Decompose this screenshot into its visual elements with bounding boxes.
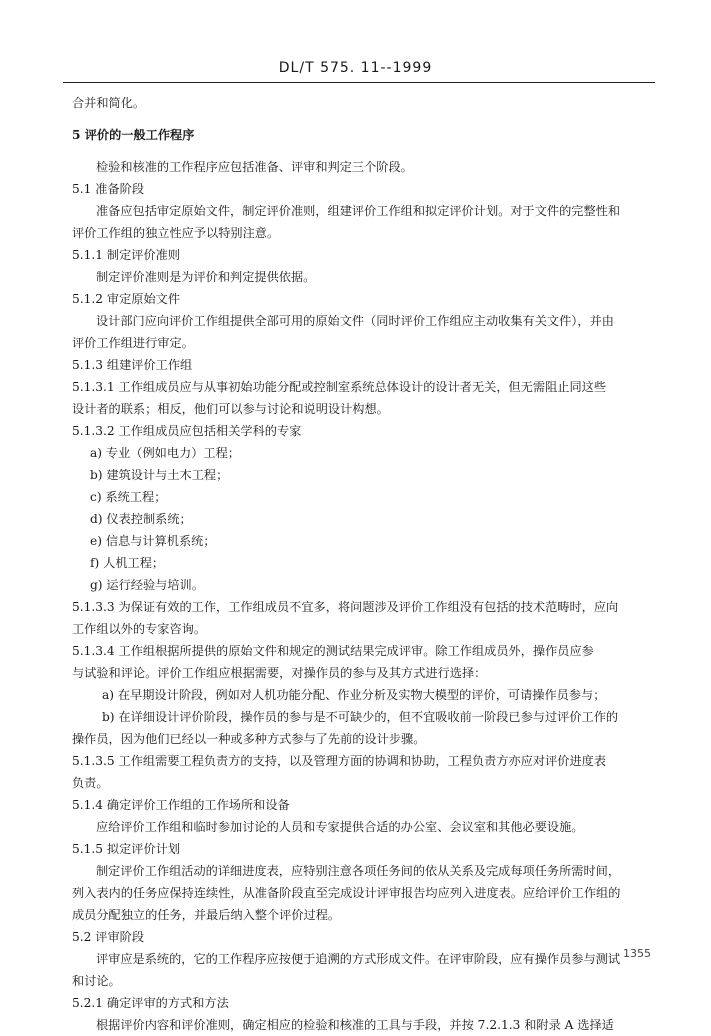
list-item: f) 人机工程； [90,556,165,570]
paragraph-line: 设计部门应向评价工作组提供全部可用的原始文件（同时评价工作组应主动收集有关文件），并由 [96,314,614,328]
paragraph-line: 根据评价内容和评价准则，确定相应的检验和核准的工具与手段，并按 7.2.1.3 和附录 A 选择适 [96,1018,614,1032]
list-item: b) 建筑设计与土木工程； [90,468,229,482]
list-item: a) 专业（例如电力）工程； [90,446,240,460]
document-body [72,92,656,1036]
paragraph-line: 设计者的联系；相反，他们可以参与讨论和说明设计构想。 [72,402,389,416]
paragraph-line: 准备应包括审定原始文件，制定评价准则，组建评价工作组和拟定评价计划。对于文件的完整性和 [96,204,621,218]
paragraph-line: 应给评价工作组和临时参加讨论的人员和专家提供合适的办公室、会议室和其他必要设施。 [96,820,584,834]
paragraph-line: 5.1.3.4 工作组根据所提供的原始文件和规定的测试结果完成评审。除工作组成员外，操作员应参 [72,644,594,658]
section-heading: 5.1.2 审定原始文件 [72,292,181,306]
section-heading: 5 评价的一般工作程序 [72,128,195,142]
paragraph-line: 制定评价工作组活动的详细进度表，应特别注意各项任务间的依从关系及完成每项任务所需时间， [96,864,621,878]
list-item: a) 在早期设计阶段，例如对人机功能分配、作业分析及实物大模型的评价，可请操作员参与； [102,688,606,702]
paragraph-line: 5.1.3.1 工作组成员应与从事初始功能分配或控制室系统总体设计的设计者无关，但无需阻止同这些 [72,380,607,394]
list-item: d) 仪表控制系统； [90,512,192,526]
paragraph-line: 5.1.3.3 为保证有效的工作，工作组成员不宜多，将问题涉及评价工作组没有包括的技术范畴时，应向 [72,600,619,614]
list-item: c) 系统工程； [90,490,167,504]
paragraph-line: 评审应是系统的，它的工作程序应按便于追溯的方式形成文件。在评审阶段，应有操作员参与测试 [96,952,621,966]
paragraph-line: 和讨论。 [72,974,121,988]
paragraph-line: 操作员，因为他们已经以一种或多种方式参与了先前的设计步骤。 [72,732,426,746]
paragraph-line: 工作组以外的专家咨询。 [72,622,207,636]
section-heading: 5.1.4 确定评价工作组的工作场所和设备 [72,798,290,812]
section-heading: 5.1.3.2 工作组成员应包括相关学科的专家 [72,424,302,438]
section-heading: 5.1.1 制定评价准则 [72,248,181,262]
section-heading: 5.1.3 组建评价工作组 [72,358,193,372]
paragraph-line: 负责。 [72,776,109,790]
text-line: 合并和简化。 [72,96,146,110]
section-heading: 5.1.5 拟定评价计划 [72,842,181,856]
paragraph-line: 制定评价准则是为评价和判定提供依据。 [96,270,316,284]
paragraph-line: 列入表内的任务应保持连续性，从准备阶段直至完成设计评审报告均应列入进度表。应给评价工作组的 [72,886,621,900]
page-number: 1355 [623,947,651,960]
section-heading: 5.1 准备阶段 [72,182,145,196]
section-heading: 5.2.1 确定评审的方式和方法 [72,996,229,1010]
standard-code-header: DL/T 575. 11--1999 [278,60,433,76]
list-item: e) 信息与计算机系统； [90,534,216,548]
section-heading: 5.2 评审阶段 [72,930,145,944]
paragraph-line: 成员分配独立的任务，并最后纳入整个评价过程。 [72,908,341,922]
paragraph-line: 评价工作组的独立性应予以特别注意。 [72,226,280,240]
list-item: b) 在详细设计评价阶段，操作员的参与是不可缺少的，但不宜吸收前一阶段已参与过评价工作的 [102,710,619,724]
paragraph-line: 评价工作组进行审定。 [72,336,194,350]
paragraph-line: 5.1.3.5 工作组需要工程负责方的支持，以及管理方面的协调和协助，工程负责方亦应对评价进度表 [72,754,607,768]
header-rule [63,82,655,83]
list-item: g) 运行经验与培训。 [90,578,204,592]
paragraph-line: 与试验和评论。评价工作组应根据需要，对操作员的参与及其方式进行选择： [72,666,487,680]
paragraph-line: 检验和核准的工作程序应包括准备、评审和判定三个阶段。 [96,160,413,174]
